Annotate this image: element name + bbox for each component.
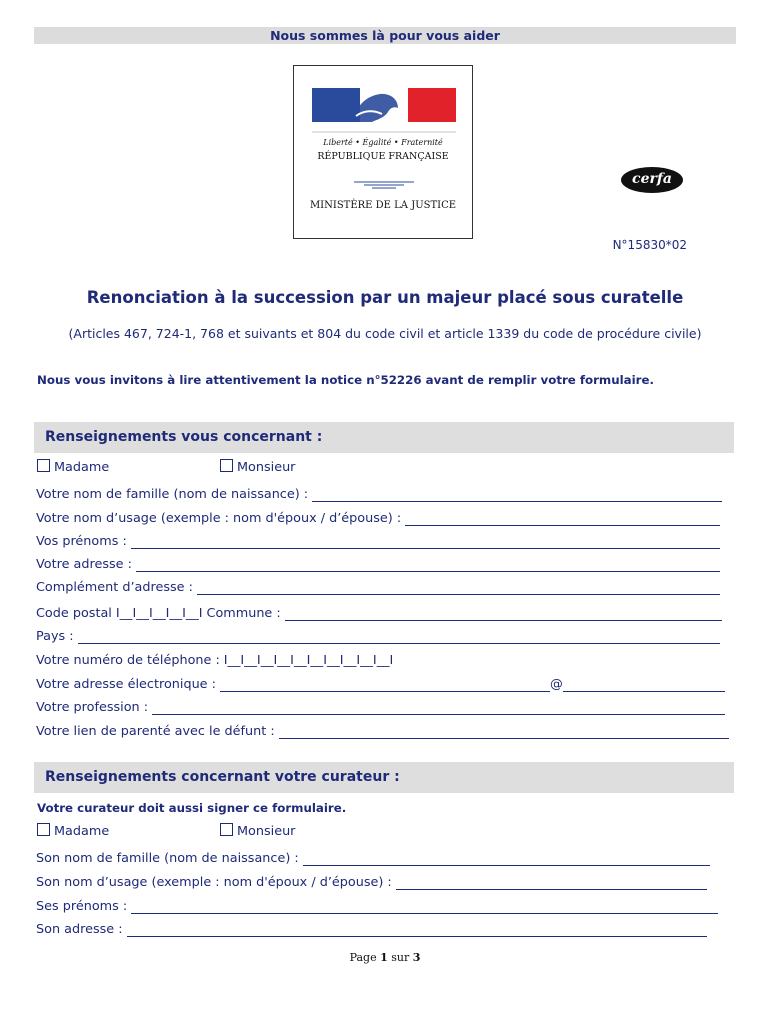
curator-usage-name-label: Son nom d’usage (exemple : nom d'époux / d’épouse) : [36, 875, 392, 890]
curator-usage-name-input[interactable] [396, 876, 707, 890]
applicant-madame-option[interactable] [37, 459, 109, 475]
applicant-address-complement-field[interactable] [36, 575, 720, 595]
applicant-usage-name-label: Votre nom d’usage (exemple : nom d'époux / d’épouse) : [36, 511, 402, 526]
curator-address-label: Son adresse : [36, 922, 123, 937]
footer-current-page: 1 [380, 951, 388, 964]
applicant-city-input[interactable] [285, 607, 722, 621]
curator-birth-name-field[interactable] [36, 846, 710, 866]
applicant-country-input[interactable] [78, 630, 720, 644]
section-applicant-header: Renseignements vous concernant : [34, 422, 734, 453]
curator-madame-option[interactable] [37, 823, 109, 839]
applicant-postal-code-input[interactable]: I__I__I__I__I__I [115, 606, 203, 621]
applicant-phone-field [36, 648, 536, 668]
cerfa-logo [620, 166, 684, 194]
curator-madame-checkbox[interactable] [37, 823, 50, 836]
applicant-firstnames-field[interactable] [36, 529, 720, 549]
applicant-postal-row [36, 601, 722, 621]
applicant-relationship-input[interactable] [279, 725, 729, 739]
form-title: Renonciation à la succession par un majeur placé sous curatelle [86, 288, 684, 307]
applicant-firstnames-label: Vos prénoms : [36, 534, 127, 549]
applicant-madame-label: Madame [54, 460, 110, 475]
header-banner: Nous sommes là pour vous aider [34, 27, 736, 44]
applicant-phone-input[interactable]: I__I__I__I__I__I__I__I__I__I__I [223, 653, 394, 668]
footer-sur-word: sur [391, 951, 410, 964]
curator-birth-name-label: Son nom de famille (nom de naissance) : [36, 851, 299, 866]
curator-birth-name-input[interactable] [303, 852, 710, 866]
curator-address-input[interactable] [127, 923, 707, 937]
curator-monsieur-checkbox[interactable] [220, 823, 233, 836]
footer-total-pages: 3 [412, 951, 421, 964]
curator-monsieur-option[interactable] [220, 823, 295, 839]
applicant-monsieur-option[interactable] [220, 459, 295, 475]
section-curator-header: Renseignements concernant votre curateur : [34, 762, 734, 793]
applicant-address-input[interactable] [136, 558, 720, 572]
applicant-city-label: Commune : [206, 606, 281, 621]
applicant-country-field[interactable] [36, 624, 720, 644]
applicant-monsieur-checkbox[interactable] [220, 459, 233, 472]
curator-firstnames-label: Ses prénoms : [36, 899, 128, 914]
applicant-address-complement-input[interactable] [197, 581, 720, 595]
applicant-phone-label: Votre numéro de téléphone : [36, 653, 220, 668]
ministry-logo [293, 65, 473, 239]
applicant-usage-name-field[interactable] [36, 506, 720, 526]
applicant-address-label: Votre adresse : [36, 557, 132, 572]
applicant-address-field[interactable] [36, 552, 720, 572]
curator-signature-note: Votre curateur doit aussi signer ce formulaire. [37, 801, 347, 815]
applicant-birth-name-label: Votre nom de famille (nom de naissance) : [36, 487, 309, 502]
cerfa-label: cerfa [632, 171, 672, 187]
notice-text: Nous vous invitons à lire attentivement la notice n°52226 avant de remplir votre formulaire. [37, 373, 654, 387]
footer-page-word: Page [349, 951, 377, 964]
logo-motto: Liberté • Égalité • Fraternité [323, 138, 443, 147]
applicant-country-label: Pays : [36, 629, 74, 644]
applicant-firstnames-input[interactable] [131, 535, 720, 549]
applicant-address-complement-label: Complément d’adresse : [36, 580, 193, 595]
applicant-relationship-label: Votre lien de parenté avec le défunt : [36, 724, 275, 739]
applicant-birth-name-field[interactable] [36, 482, 722, 502]
logo-republic: RÉPUBLIQUE FRANÇAISE [317, 151, 449, 162]
curator-address-field[interactable] [36, 917, 707, 937]
applicant-email-local-input[interactable] [220, 678, 550, 692]
curator-firstnames-input[interactable] [131, 900, 718, 914]
applicant-email-at: @ [549, 677, 563, 692]
logo-ministry: MINISTÈRE DE LA JUSTICE [309, 200, 457, 211]
applicant-profession-field[interactable] [36, 695, 725, 715]
curator-usage-name-field[interactable] [36, 870, 707, 890]
applicant-profession-label: Votre profession : [36, 700, 149, 715]
applicant-madame-checkbox[interactable] [37, 459, 50, 472]
applicant-email-label: Votre adresse électronique : [36, 677, 216, 692]
legal-articles: (Articles 467, 724-1, 768 et suivants et 804 du code civil et article 1339 du code de procédure civile) [68, 326, 702, 341]
applicant-relationship-field[interactable] [36, 719, 729, 739]
applicant-usage-name-input[interactable] [405, 512, 720, 526]
applicant-email-field [36, 672, 725, 692]
curator-firstnames-field[interactable] [36, 894, 718, 914]
applicant-birth-name-input[interactable] [312, 488, 722, 502]
applicant-monsieur-label: Monsieur [237, 460, 296, 475]
curator-madame-label: Madame [54, 824, 110, 839]
form-number: N°15830*02 [612, 238, 687, 252]
curator-monsieur-label: Monsieur [237, 824, 296, 839]
applicant-profession-input[interactable] [152, 701, 725, 715]
page-footer [0, 951, 770, 964]
applicant-postal-label: Code postal [36, 606, 112, 621]
applicant-email-domain-input[interactable] [563, 678, 725, 692]
